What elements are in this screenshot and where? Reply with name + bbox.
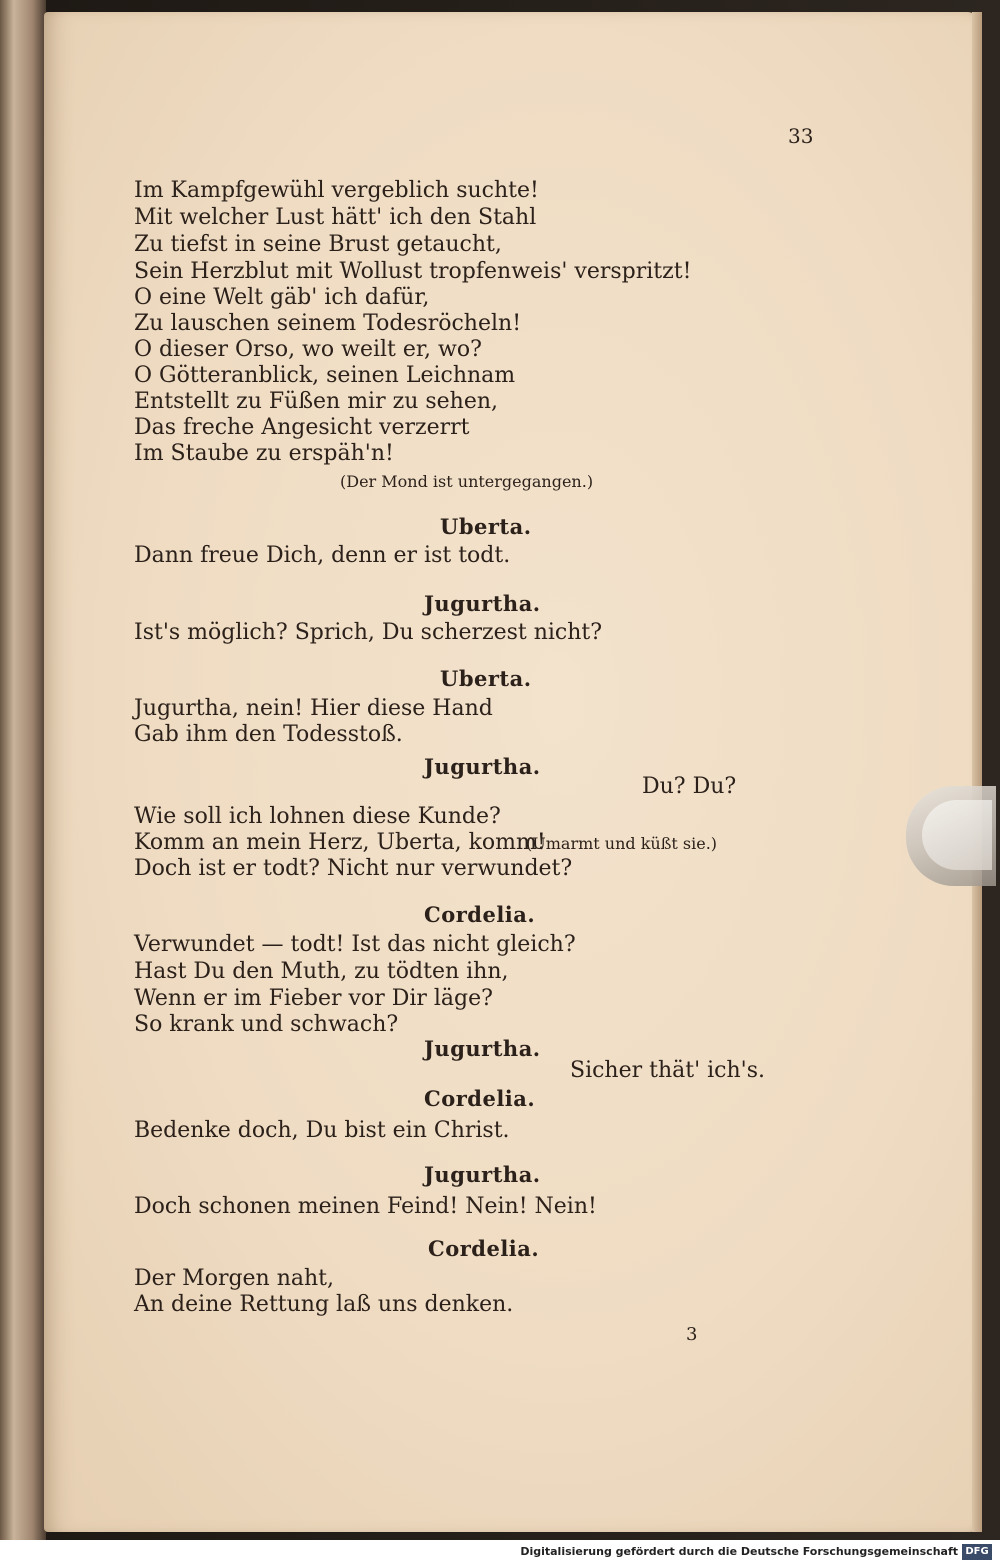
verse-line: Hast Du den Muth, zu tödten ihn, [134, 959, 509, 984]
speaker-name: Cordelia. [424, 1086, 536, 1111]
verse-line: So krank und schwach? [134, 1012, 399, 1037]
verse-line: An deine Rettung laß uns denken. [134, 1292, 514, 1317]
verse-line: Du? Du? [642, 774, 737, 799]
page-clip-highlight [922, 800, 992, 870]
verse-line: Verwundet — todt! Ist das nicht gleich? [134, 932, 576, 957]
verse-line: Gab ihm den Todesstoß. [134, 722, 403, 747]
verse-line: Der Morgen naht, [134, 1266, 335, 1291]
verse-line: Doch schonen meinen Feind! Nein! Nein! [134, 1194, 597, 1219]
verse-line: Dann freue Dich, denn er ist todt. [134, 543, 511, 568]
verse-line: Zu tiefst in seine Brust getaucht, [134, 232, 502, 257]
signature-mark: 3 [686, 1324, 698, 1345]
stage-direction: (Umarmt und küßt sie.) [526, 834, 718, 853]
speaker-name: Uberta. [440, 514, 532, 539]
speaker-name: Cordelia. [428, 1236, 540, 1261]
verse-line: O Götteranblick, seinen Leichnam [134, 363, 516, 388]
speaker-name: Jugurtha. [424, 1162, 541, 1187]
verse-line: Doch ist er todt? Nicht nur verwundet? [134, 856, 573, 881]
book-spine-edge [0, 0, 46, 1540]
verse-line: Wenn er im Fieber vor Dir läge? [134, 986, 493, 1011]
footer-credit: Digitalisierung gefördert durch die Deutsche Forschungsgemeinschaft [520, 1545, 958, 1558]
verse-line: Das freche Angesicht verzerrt [134, 415, 470, 440]
speaker-name: Jugurtha. [424, 1036, 541, 1061]
verse-line: Ist's möglich? Sprich, Du scherzest nicht? [134, 620, 603, 645]
page-number: 33 [788, 124, 814, 148]
verse-line: Im Kampfgewühl vergeblich suchte! [134, 178, 539, 203]
page-edge [972, 12, 982, 1532]
verse-line: Sein Herzblut mit Wollust tropfenweis' verspritzt! [134, 259, 692, 284]
verse-line: Wie soll ich lohnen diese Kunde? [134, 804, 501, 829]
verse-line: O dieser Orso, wo weilt er, wo? [134, 337, 482, 362]
verse-line: Im Staube zu erspäh'n! [134, 441, 394, 466]
verse-line: Bedenke doch, Du bist ein Christ. [134, 1118, 510, 1143]
dfg-logo: DFG [962, 1544, 992, 1560]
speaker-name: Jugurtha. [424, 591, 541, 616]
verse-line: Zu lauschen seinem Todesröcheln! [134, 311, 522, 336]
stage-direction: (Der Mond ist untergegangen.) [340, 472, 594, 491]
verse-line: Mit welcher Lust hätt' ich den Stahl [134, 205, 537, 230]
speaker-name: Uberta. [440, 666, 532, 691]
verse-line: Jugurtha, nein! Hier diese Hand [134, 696, 493, 721]
verse-line: O eine Welt gäb' ich dafür, [134, 285, 430, 310]
verse-line: Sicher thät' ich's. [570, 1058, 765, 1083]
verse-line: Komm an mein Herz, Uberta, komm! [134, 830, 546, 855]
speaker-name: Cordelia. [424, 902, 536, 927]
verse-line: Entstellt zu Füßen mir zu sehen, [134, 389, 499, 414]
speaker-name: Jugurtha. [424, 754, 541, 779]
